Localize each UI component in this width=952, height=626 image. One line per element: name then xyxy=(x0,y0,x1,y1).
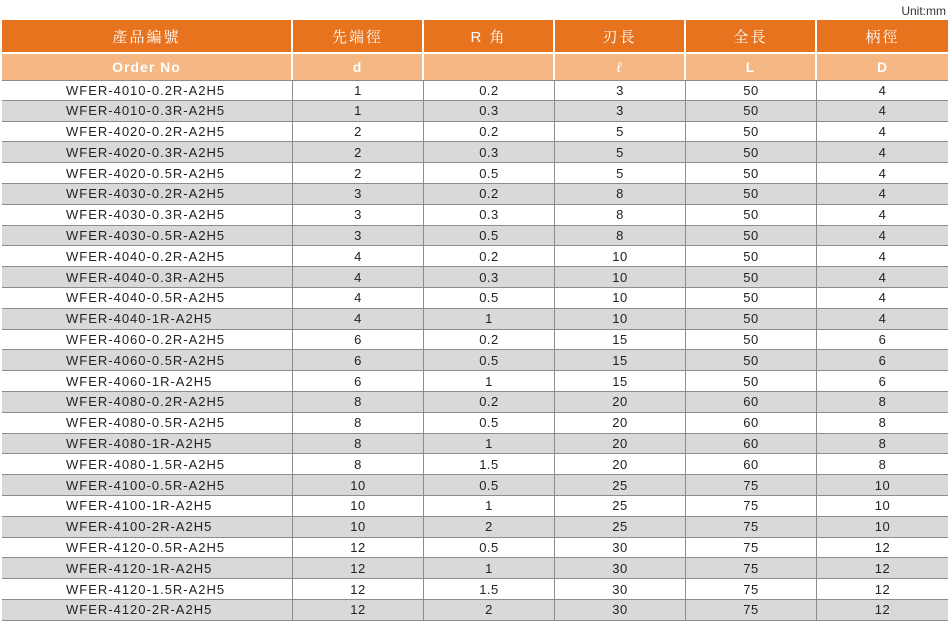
table-row xyxy=(2,163,948,184)
cell-shank-diameter: 12 xyxy=(817,579,948,600)
cell-flute-length: 8 xyxy=(555,226,686,247)
cell-flute-length: 30 xyxy=(555,538,686,559)
cell-overall-length: 75 xyxy=(686,600,817,621)
cell-order-no: WFER-4080-1.5R-A2H5 xyxy=(2,454,293,475)
cell-overall-length: 75 xyxy=(686,558,817,579)
cell-flute-length: 5 xyxy=(555,163,686,184)
cell-r: 0.5 xyxy=(424,163,555,184)
cell-shank-diameter: 8 xyxy=(817,434,948,455)
cell-overall-length: 50 xyxy=(686,267,817,288)
cell-d: 4 xyxy=(293,288,424,309)
table-row xyxy=(2,392,948,413)
table-row xyxy=(2,434,948,455)
cell-d: 6 xyxy=(293,330,424,351)
cell-r: 0.3 xyxy=(424,267,555,288)
cell-shank-diameter: 12 xyxy=(817,538,948,559)
cell-order-no: WFER-4020-0.5R-A2H5 xyxy=(2,163,293,184)
cell-d: 1 xyxy=(293,101,424,122)
table-row xyxy=(2,205,948,226)
table-row xyxy=(2,579,948,600)
cell-flute-length: 10 xyxy=(555,246,686,267)
cell-order-no: WFER-4100-2R-A2H5 xyxy=(2,517,293,538)
cell-d: 2 xyxy=(293,122,424,143)
cell-flute-length: 20 xyxy=(555,392,686,413)
cell-shank-diameter: 8 xyxy=(817,392,948,413)
cell-shank-diameter: 8 xyxy=(817,413,948,434)
header-flute-length: 刃長 xyxy=(555,20,686,54)
cell-order-no: WFER-4010-0.2R-A2H5 xyxy=(2,80,293,101)
cell-order-no: WFER-4120-1.5R-A2H5 xyxy=(2,579,293,600)
cell-r: 0.3 xyxy=(424,205,555,226)
cell-d: 8 xyxy=(293,392,424,413)
cell-d: 3 xyxy=(293,226,424,247)
table-row xyxy=(2,122,948,143)
cell-overall-length: 50 xyxy=(686,226,817,247)
cell-overall-length: 50 xyxy=(686,330,817,351)
cell-overall-length: 60 xyxy=(686,413,817,434)
table-row xyxy=(2,538,948,559)
cell-order-no: WFER-4030-0.5R-A2H5 xyxy=(2,226,293,247)
cell-order-no: WFER-4080-0.5R-A2H5 xyxy=(2,413,293,434)
cell-d: 6 xyxy=(293,371,424,392)
cell-overall-length: 50 xyxy=(686,163,817,184)
cell-shank-diameter: 4 xyxy=(817,80,948,101)
cell-r: 0.3 xyxy=(424,101,555,122)
table-row xyxy=(2,246,948,267)
cell-shank-diameter: 6 xyxy=(817,371,948,392)
cell-overall-length: 50 xyxy=(686,184,817,205)
cell-overall-length: 75 xyxy=(686,475,817,496)
cell-r: 0.2 xyxy=(424,392,555,413)
cell-order-no: WFER-4020-0.3R-A2H5 xyxy=(2,142,293,163)
cell-shank-diameter: 10 xyxy=(817,475,948,496)
cell-shank-diameter: 4 xyxy=(817,246,948,267)
cell-r: 1 xyxy=(424,371,555,392)
cell-r: 1 xyxy=(424,309,555,330)
cell-flute-length: 20 xyxy=(555,454,686,475)
cell-order-no: WFER-4080-1R-A2H5 xyxy=(2,434,293,455)
cell-shank-diameter: 4 xyxy=(817,184,948,205)
code-l-small: ℓ xyxy=(555,54,686,80)
spec-table xyxy=(2,20,948,621)
cell-d: 4 xyxy=(293,309,424,330)
cell-overall-length: 50 xyxy=(686,371,817,392)
cell-overall-length: 50 xyxy=(686,288,817,309)
cell-flute-length: 3 xyxy=(555,101,686,122)
cell-r: 2 xyxy=(424,600,555,621)
cell-shank-diameter: 6 xyxy=(817,350,948,371)
table-row xyxy=(2,475,948,496)
header-tip-diameter: 先端徑 xyxy=(293,20,424,54)
cell-shank-diameter: 4 xyxy=(817,226,948,247)
table-row xyxy=(2,288,948,309)
cell-d: 10 xyxy=(293,517,424,538)
cell-r: 1 xyxy=(424,496,555,517)
table-row xyxy=(2,600,948,621)
cell-flute-length: 25 xyxy=(555,517,686,538)
cell-order-no: WFER-4040-0.2R-A2H5 xyxy=(2,246,293,267)
table-row xyxy=(2,226,948,247)
cell-order-no: WFER-4040-0.3R-A2H5 xyxy=(2,267,293,288)
cell-order-no: WFER-4080-0.2R-A2H5 xyxy=(2,392,293,413)
cell-order-no: WFER-4120-0.5R-A2H5 xyxy=(2,538,293,559)
cell-order-no: WFER-4060-0.5R-A2H5 xyxy=(2,350,293,371)
cell-order-no: WFER-4060-0.2R-A2H5 xyxy=(2,330,293,351)
cell-d: 8 xyxy=(293,454,424,475)
cell-order-no: WFER-4040-1R-A2H5 xyxy=(2,309,293,330)
cell-flute-length: 30 xyxy=(555,579,686,600)
cell-overall-length: 50 xyxy=(686,122,817,143)
cell-shank-diameter: 10 xyxy=(817,496,948,517)
cell-shank-diameter: 4 xyxy=(817,205,948,226)
table-row xyxy=(2,558,948,579)
cell-r: 1.5 xyxy=(424,454,555,475)
table-row xyxy=(2,350,948,371)
cell-r: 0.3 xyxy=(424,142,555,163)
cell-d: 2 xyxy=(293,163,424,184)
cell-d: 2 xyxy=(293,142,424,163)
table-row xyxy=(2,101,948,122)
cell-r: 0.2 xyxy=(424,122,555,143)
cell-shank-diameter: 10 xyxy=(817,517,948,538)
cell-flute-length: 25 xyxy=(555,496,686,517)
cell-r: 0.5 xyxy=(424,288,555,309)
cell-d: 10 xyxy=(293,496,424,517)
cell-overall-length: 50 xyxy=(686,205,817,226)
cell-flute-length: 20 xyxy=(555,413,686,434)
cell-flute-length: 30 xyxy=(555,600,686,621)
cell-flute-length: 20 xyxy=(555,434,686,455)
cell-flute-length: 10 xyxy=(555,288,686,309)
cell-flute-length: 30 xyxy=(555,558,686,579)
cell-r: 1 xyxy=(424,434,555,455)
cell-r: 1 xyxy=(424,558,555,579)
cell-overall-length: 75 xyxy=(686,496,817,517)
code-r xyxy=(424,54,555,80)
cell-overall-length: 50 xyxy=(686,142,817,163)
cell-flute-length: 5 xyxy=(555,122,686,143)
cell-r: 1.5 xyxy=(424,579,555,600)
cell-r: 0.5 xyxy=(424,475,555,496)
cell-shank-diameter: 8 xyxy=(817,454,948,475)
cell-overall-length: 75 xyxy=(686,579,817,600)
cell-order-no: WFER-4120-2R-A2H5 xyxy=(2,600,293,621)
code-D: D xyxy=(817,54,948,80)
cell-flute-length: 15 xyxy=(555,371,686,392)
cell-shank-diameter: 12 xyxy=(817,558,948,579)
cell-flute-length: 3 xyxy=(555,80,686,101)
cell-flute-length: 15 xyxy=(555,330,686,351)
cell-overall-length: 50 xyxy=(686,101,817,122)
cell-flute-length: 8 xyxy=(555,205,686,226)
cell-shank-diameter: 4 xyxy=(817,163,948,184)
cell-d: 1 xyxy=(293,80,424,101)
cell-shank-diameter: 4 xyxy=(817,309,948,330)
cell-d: 8 xyxy=(293,413,424,434)
cell-d: 10 xyxy=(293,475,424,496)
cell-r: 0.2 xyxy=(424,330,555,351)
cell-overall-length: 50 xyxy=(686,309,817,330)
cell-order-no: WFER-4010-0.3R-A2H5 xyxy=(2,101,293,122)
cell-shank-diameter: 4 xyxy=(817,142,948,163)
table-body xyxy=(2,80,948,621)
header-overall-length: 全長 xyxy=(686,20,817,54)
cell-d: 3 xyxy=(293,205,424,226)
header-row-labels xyxy=(2,20,948,54)
cell-overall-length: 50 xyxy=(686,246,817,267)
cell-r: 0.5 xyxy=(424,226,555,247)
cell-order-no: WFER-4030-0.3R-A2H5 xyxy=(2,205,293,226)
cell-flute-length: 10 xyxy=(555,309,686,330)
cell-order-no: WFER-4030-0.2R-A2H5 xyxy=(2,184,293,205)
cell-overall-length: 60 xyxy=(686,392,817,413)
cell-d: 12 xyxy=(293,558,424,579)
header-row-codes xyxy=(2,54,948,80)
table-row xyxy=(2,371,948,392)
cell-overall-length: 60 xyxy=(686,454,817,475)
cell-overall-length: 75 xyxy=(686,517,817,538)
table-row xyxy=(2,413,948,434)
table-row xyxy=(2,267,948,288)
cell-d: 6 xyxy=(293,350,424,371)
table-row xyxy=(2,309,948,330)
cell-order-no: WFER-4100-1R-A2H5 xyxy=(2,496,293,517)
table-row xyxy=(2,517,948,538)
table-row xyxy=(2,496,948,517)
code-l-large: L xyxy=(686,54,817,80)
cell-overall-length: 60 xyxy=(686,434,817,455)
cell-r: 0.2 xyxy=(424,184,555,205)
cell-order-no: WFER-4120-1R-A2H5 xyxy=(2,558,293,579)
cell-r: 0.5 xyxy=(424,413,555,434)
cell-r: 0.5 xyxy=(424,350,555,371)
cell-r: 2 xyxy=(424,517,555,538)
cell-overall-length: 75 xyxy=(686,538,817,559)
header-order-number: 產品編號 xyxy=(2,20,293,54)
cell-d: 12 xyxy=(293,600,424,621)
cell-overall-length: 50 xyxy=(686,80,817,101)
table-row xyxy=(2,80,948,101)
table-row xyxy=(2,184,948,205)
cell-flute-length: 15 xyxy=(555,350,686,371)
cell-shank-diameter: 4 xyxy=(817,267,948,288)
cell-d: 3 xyxy=(293,184,424,205)
code-order-no: Order No xyxy=(2,54,293,80)
cell-shank-diameter: 4 xyxy=(817,101,948,122)
table-row xyxy=(2,142,948,163)
cell-shank-diameter: 4 xyxy=(817,122,948,143)
cell-flute-length: 25 xyxy=(555,475,686,496)
cell-shank-diameter: 6 xyxy=(817,330,948,351)
code-d: d xyxy=(293,54,424,80)
table-row xyxy=(2,330,948,351)
cell-r: 0.5 xyxy=(424,538,555,559)
cell-d: 12 xyxy=(293,579,424,600)
header-corner-radius: R 角 xyxy=(424,20,555,54)
cell-order-no: WFER-4040-0.5R-A2H5 xyxy=(2,288,293,309)
unit-label: Unit:mm xyxy=(901,4,946,18)
header-shank-diameter: 柄徑 xyxy=(817,20,948,54)
cell-flute-length: 5 xyxy=(555,142,686,163)
cell-shank-diameter: 12 xyxy=(817,600,948,621)
cell-overall-length: 50 xyxy=(686,350,817,371)
cell-d: 4 xyxy=(293,246,424,267)
cell-flute-length: 10 xyxy=(555,267,686,288)
cell-order-no: WFER-4060-1R-A2H5 xyxy=(2,371,293,392)
cell-r: 0.2 xyxy=(424,80,555,101)
cell-shank-diameter: 4 xyxy=(817,288,948,309)
cell-d: 8 xyxy=(293,434,424,455)
cell-flute-length: 8 xyxy=(555,184,686,205)
cell-r: 0.2 xyxy=(424,246,555,267)
cell-order-no: WFER-4100-0.5R-A2H5 xyxy=(2,475,293,496)
table-row xyxy=(2,454,948,475)
cell-order-no: WFER-4020-0.2R-A2H5 xyxy=(2,122,293,143)
cell-d: 4 xyxy=(293,267,424,288)
cell-d: 12 xyxy=(293,538,424,559)
